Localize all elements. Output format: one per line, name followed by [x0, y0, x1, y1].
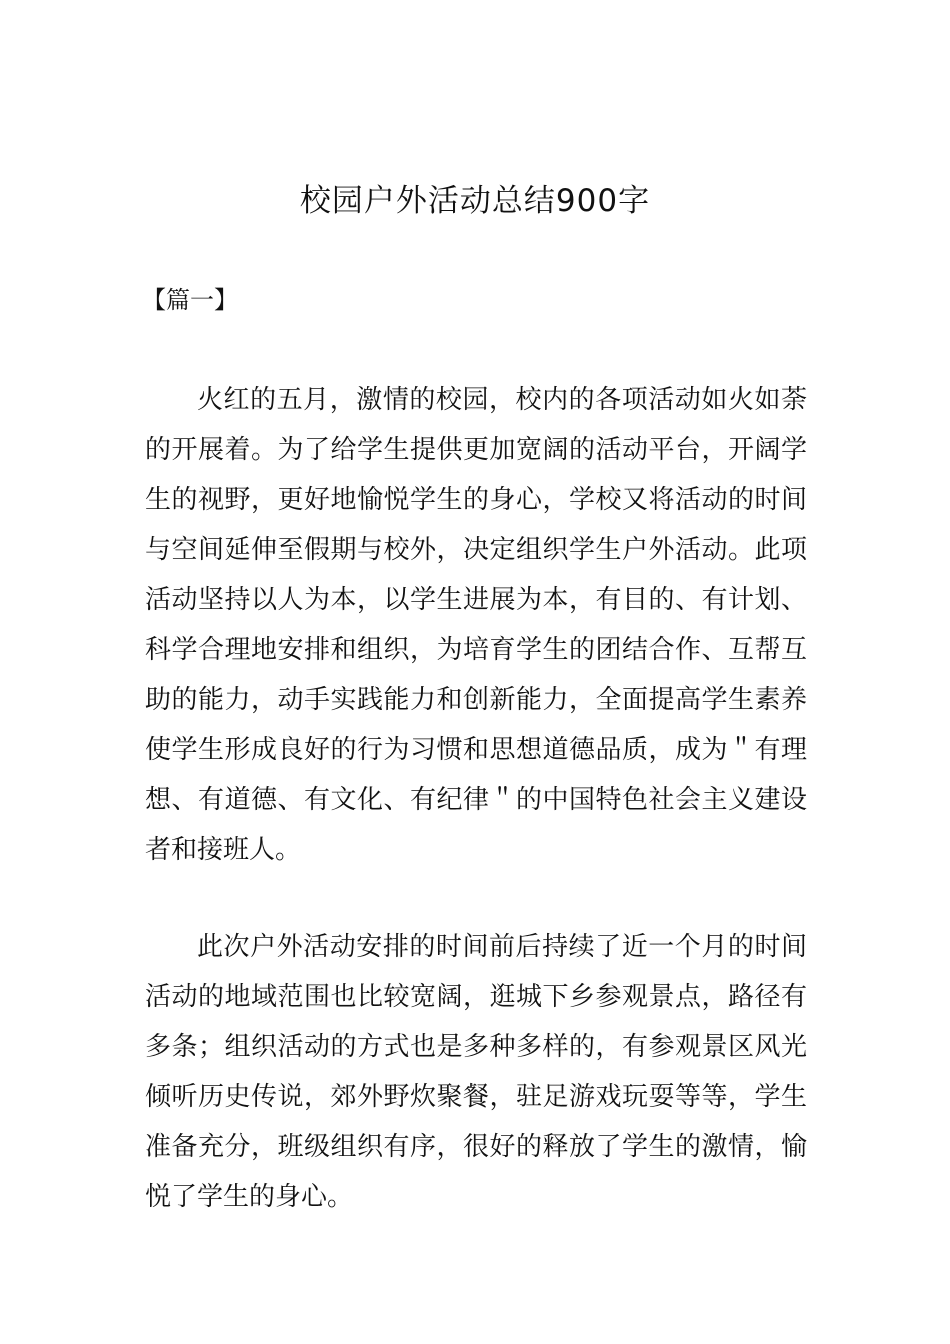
section-label: 【篇一】: [142, 286, 238, 314]
paragraph-2: 此次户外活动安排的时间前后持续了近一个月的时间活动的地域范围也比较宽阔，逛城下乡参观景点，路径有多条；组织活动的方式也是多种多样的，有参观景区风光倾听历史传说，郊外野炊聚餐，驻足游戏玩耍等等，学生准备充分，班级组织有序，很好的释放了学生的激情，愉悦了学生的身心。: [145, 932, 807, 1212]
document-title: 校园户外活动总结900字: [299, 183, 651, 219]
paragraph-1: 火红的五月，激情的校园，校内的各项活动如火如荼的开展着。为了给学生提供更加宽阔的活动平台，开阔学生的视野，更好地愉悦学生的身心，学校又将活动的时间与空间延伸至假期与校外，决定组织学生户外活动。此项活动坚持以人为本，以学生进展为本，有目的、有计划、科学合理地安排和组织，为培育学生的团结合作、互帮互助的能力，动手实践能力和创新能力，全面提高学生素养使学生形成良好的行为习惯和思想道德品质，成为＂有理想、有道德、有文化、有纪律＂的中国特色社会主义建设者和接班人。: [145, 385, 807, 865]
